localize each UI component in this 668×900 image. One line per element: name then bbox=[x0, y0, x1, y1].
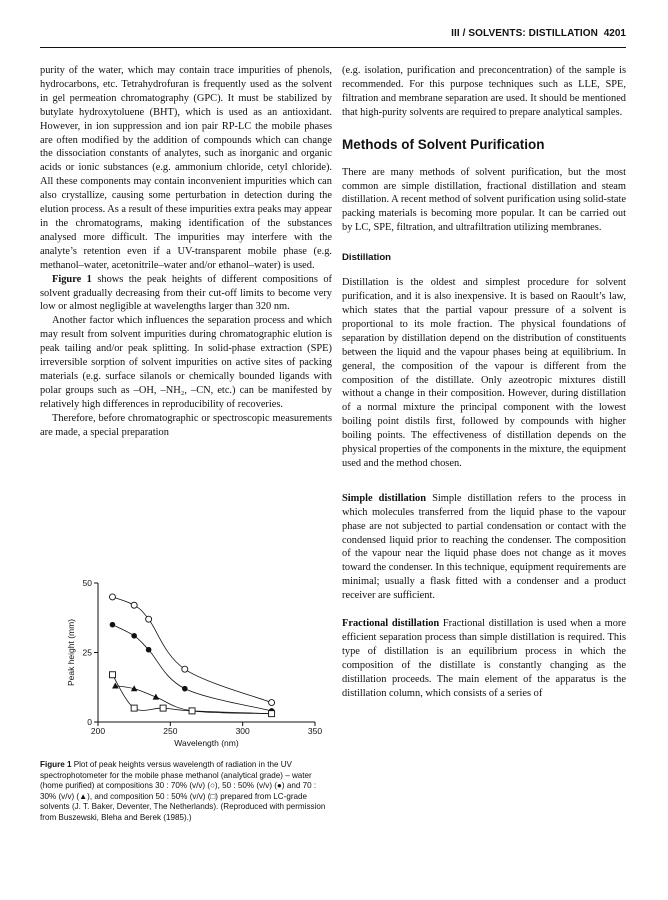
header-rule bbox=[40, 47, 626, 48]
data-point-open-square bbox=[269, 711, 275, 717]
data-point-open-circle bbox=[182, 666, 188, 672]
x-tick-label: 300 bbox=[235, 726, 250, 736]
right-paragraph-4 bbox=[342, 492, 626, 603]
y-axis-title: Peak height (mm) bbox=[66, 618, 76, 687]
data-point-open-square bbox=[131, 705, 137, 711]
data-point-open-square bbox=[189, 708, 195, 714]
data-point-triangle bbox=[153, 694, 160, 700]
figure-reference: Figure 1 bbox=[52, 273, 92, 285]
figure-caption bbox=[40, 760, 332, 824]
data-point-open-square bbox=[160, 705, 166, 711]
page-number: 4201 bbox=[603, 28, 626, 39]
x-tick-label: 200 bbox=[90, 726, 106, 736]
right-paragraph-1: (e.g. isolation, purification and preconcentration) of the sample is recommended. For this purpose techniques such as LLE, SPE, filtration and membrane separation are used. It should be mentioned that high-purity solvents are required to prepare analytical samples. bbox=[342, 65, 626, 118]
data-point-triangle bbox=[112, 683, 119, 689]
right-paragraph-5-text: Fractional distillation is used when a more efficient separation process than simple distillation is required. This type of distillation is an equilibrium process in which the composition of the distillate is constantly changing as the distillation proceeds. The main element of the apparatus is the distillation column, which consists of a series of bbox=[342, 618, 626, 699]
left-paragraph-2-text: shows the peak heights of different compositions of solvent gradually decreasing from their cut-off limits to become very low or almost negligible at wavelengths larger than 320 nm. bbox=[40, 273, 332, 313]
data-point-filled-circle bbox=[110, 622, 116, 628]
left-paragraph-4: Therefore, before chromatographic or spectroscopic measurements are made, a special preparation bbox=[40, 412, 332, 438]
figure-1-chart bbox=[40, 578, 340, 753]
left-column bbox=[40, 64, 332, 439]
right-paragraph-3: Distillation is the oldest and simplest procedure for solvent purification, and it is also inexpensive. It is based on Raoult’s law, which states that the partial vapour pressure of a solvent is proportional to its mole fraction. The physical foundations of separation by distillation depend on the distribution of constituents between the liquid and the vapour phases being at equilibrium. In general, the composition of the vapour is different from the composition of the distillate. Only azeotropic mixtures distill without a change in their composition. However, during distillation of a normal mixture the principal component with the lowest boiling point distils first, followed by compounds with higher boiling points. The effectiveness of distillation depends on the physical properties of the components in the mixture, the equipment used and the method chosen. bbox=[342, 277, 626, 469]
fractional-distillation-heading: Fractional distillation bbox=[342, 618, 440, 630]
figure-label: Figure 1 bbox=[40, 760, 72, 769]
left-paragraph-3: Another factor which influences the separation process and which may result from solvent impurities during chromatographic elution is peak tailing and/or peak splitting. In solid-phase extraction (SPE) irreversible sorption of solvent impurities on active sites of packing materials (e.g. surface silanols or chemically bounded ligands with polar groups such as –OH, –NH₂, –CN, etc.) can be manifested by relatively high differences in reproducibility of recoveries. bbox=[40, 315, 332, 410]
running-header bbox=[0, 28, 668, 42]
series-line bbox=[112, 625, 271, 711]
subsection-heading: Distillation bbox=[342, 252, 392, 264]
y-tick-label: 0 bbox=[87, 717, 92, 727]
data-point-filled-circle bbox=[131, 633, 137, 639]
left-paragraph-1: purity of the water, which may contain trace impurities of phenols, hydrocarbons, etc. Tetrahydrofuran is frequently used as the solvent in gel permeation chromatography (GPC). It must be stabilized by butylate hydroxytoluene (BHT), which is used as an antioxidant. However, in ion suppression and ion pair RP-LC the mobile phases are often modified by the addition of compounds which can change the dissociation constants of analytes, such as inorganic and organic acids or ionic substances (e.g. ammonium chloride, cetyl chloride). All these components may contain inconvenient impurities which can also crystallize, causing some perturbation in detection during the elution process. As a result of these impurities extra peaks may appear in the chromatograms, making identification of the substances analysed more difficult. The impurities may interfere with the analyte’s retention even if a UV-transparent mobile phase (e.g. methanol–water, acetonitrile–water and/or ethanol–water) is used. bbox=[40, 65, 333, 271]
running-title: III / SOLVENTS: DISTILLATION bbox=[451, 28, 598, 39]
right-paragraph-5 bbox=[342, 617, 626, 700]
x-tick-label: 350 bbox=[307, 726, 323, 736]
right-paragraph-4-text: Simple distillation refers to the process in which molecules transferred from the liquid phase to the vapour phase are not subjected to partial condensation or contact with the condensed liquid prior to reaching the condenser. The composition of the vapour near the liquid phase does not change as it moves toward the condenser. In this technique, equipment requirements are minimal; usually a flask fitted with a condenser and a product receiver are sufficient. bbox=[342, 492, 626, 602]
series-line bbox=[112, 597, 271, 703]
data-point-open-circle bbox=[131, 602, 137, 608]
simple-distillation-heading: Simple distillation bbox=[342, 492, 427, 504]
data-point-filled-circle bbox=[146, 647, 152, 653]
data-point-open-circle bbox=[146, 616, 152, 622]
data-point-open-circle bbox=[109, 594, 115, 600]
right-paragraph-2: There are many methods of solvent purification, but the most common are simple distillation, fractional distillation and steam distillation. A recent method of solvent purification using solid-state packing materials is becoming more popular. It can be carried out by LC, SPE, filtration, and ultrafiltration utilizing membranes. bbox=[342, 166, 626, 234]
y-tick-label: 50 bbox=[82, 578, 92, 588]
data-point-open-square bbox=[109, 672, 115, 678]
y-tick-label: 25 bbox=[82, 647, 92, 658]
figure-caption-text: Plot of peak heights versus wavelength of radiation in the UV spectrophotometer for the mobile phase methanol (analytical grade) – water (home purified) at compositions 30 : 70% (v/v) (○), 50 : 50% (v/v) (●) and 70 : 30% (v/v) (▲), and composition 50 : 50% (v/v) (□) prepared from LC-grade solvents (J. T. Baker, Deventer, The Netherlands). (Reproduced with permission from Buszewski, Bleha and Berek (1985).) bbox=[40, 760, 326, 822]
left-paragraph-2 bbox=[40, 273, 332, 315]
x-tick-label: 250 bbox=[163, 726, 178, 736]
data-point-filled-circle bbox=[182, 686, 188, 692]
data-point-open-circle bbox=[269, 700, 275, 706]
right-column bbox=[342, 64, 626, 701]
section-heading: Methods of Solvent Purification bbox=[342, 136, 545, 152]
x-axis-title: Wavelength (nm) bbox=[174, 738, 239, 748]
